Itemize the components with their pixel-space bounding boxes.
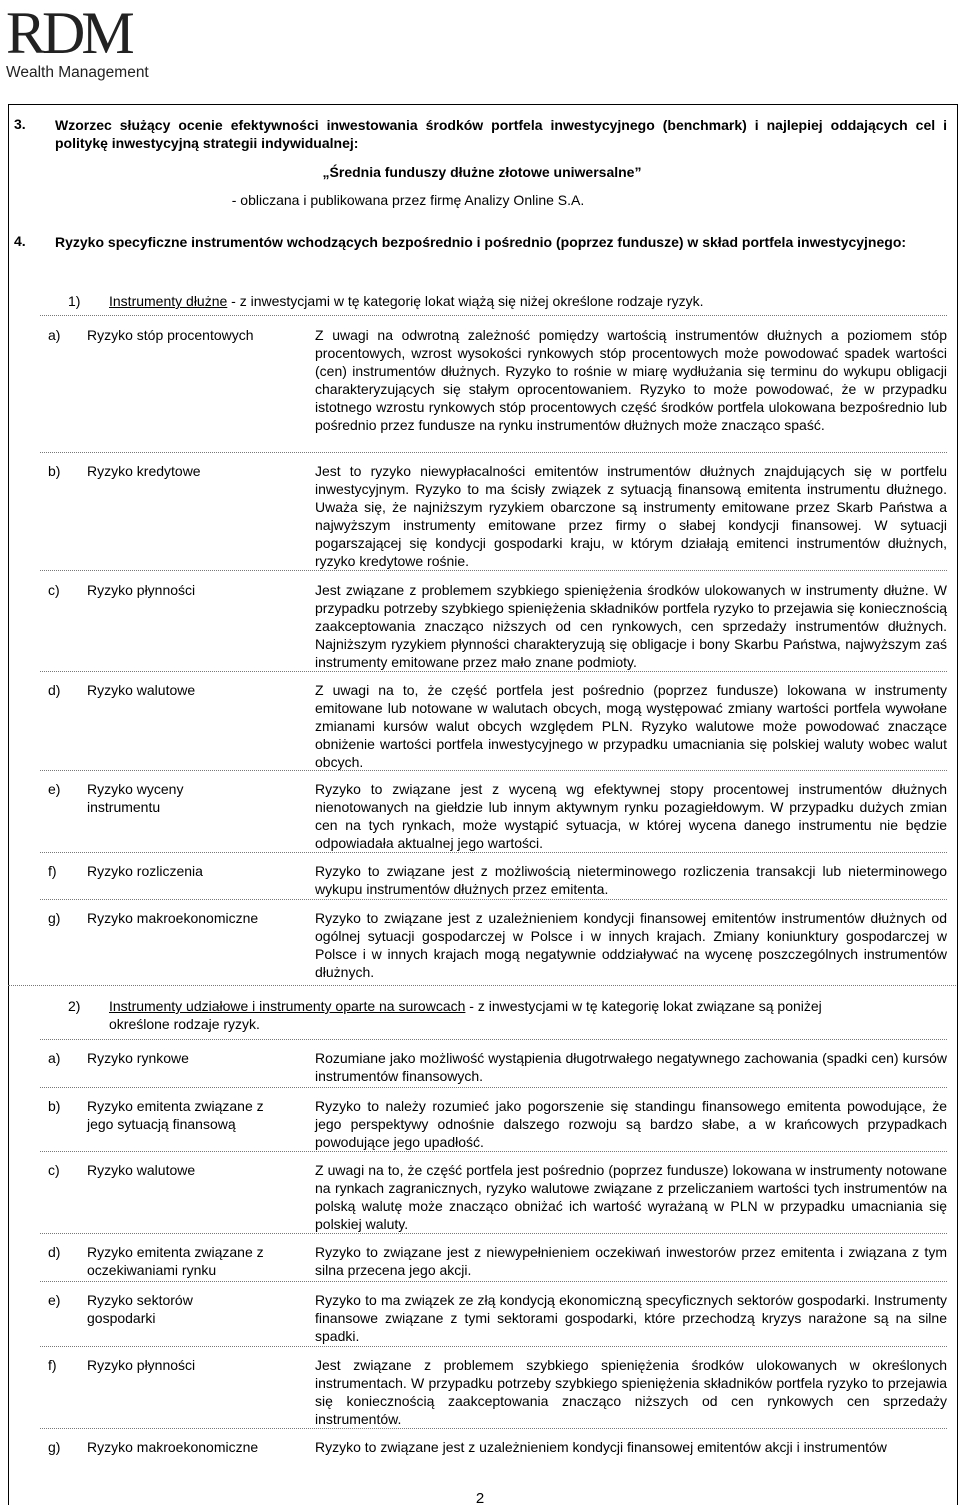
- group-1-number: 1): [68, 293, 81, 309]
- risk-letter: f): [48, 1357, 57, 1373]
- risk-name: Ryzyko rynkowe: [87, 1050, 189, 1066]
- benchmark-name: „Średnia funduszy dłużne złotowe uniwersalne”: [322, 164, 642, 180]
- risk-letter: d): [48, 1244, 61, 1260]
- group-1-title: Instrumenty dłużne: [109, 293, 228, 309]
- divider: [40, 1151, 947, 1152]
- risk-description: Z uwagi na to, że część portfela jest pośrednio (poprzez fundusze) lokowana w instrumenty emitowane lub notowane w walutach obcych, mogą występować zmiany wartości portfela wywołane zmianami kursów walut obcych względem PLN. Ryzyko walutowe może powodować znaczące obniżenie wartości portfela inwestycyjnego w przypadku umacniania się polskiej waluty wobec walut obcych.: [315, 682, 947, 770]
- group-1-rest: - z inwestycjami w tę kategorię lokat wiążą się niżej określone rodzaje ryzyk.: [227, 293, 704, 309]
- risk-name: Ryzyko stóp procentowych: [87, 327, 254, 343]
- risk-description: Ryzyko to związane jest z niewypełnieniem oczekiwań inwestorów przez emitenta i związana z tym silna przecena jego akcji.: [315, 1244, 947, 1278]
- divider: [40, 770, 947, 771]
- risk-description: Jest związane z problemem szybkiego spieniężenia środków ulokowanych w określonych instrumentach. W przypadku potrzeby szybkiego spieniężenia składników portfela ryzyko to przejawia się koniecznością zaakceptowania znacząco niższych od cen rynkowych cen sprzedaży instrumentów.: [315, 1357, 947, 1427]
- risk-description: Ryzyko to związane jest z wyceną wg efektywnej stopy procentowej instrumentów dłużnych nienotowanych na giełdzie lub innym aktywnym rynku pozagiełdowym. W przypadku dużych zmian cen na tych rynkach, może wystąpić sytuacja, w której wycena danego instrumentu nie będzie odpowiadała aktualnej jego wartości.: [315, 781, 947, 851]
- divider: [40, 852, 947, 853]
- risk-name: Ryzyko emitenta związane z jego sytuacją finansową: [87, 1098, 264, 1132]
- section-3-number: 3.: [14, 116, 26, 132]
- divider: [40, 671, 947, 672]
- risk-description: Ryzyko to związane jest z możliwością nieterminowego rozliczenia transakcji lub nieterminowego wykupu instrumentów dłużnych przez emitenta.: [315, 863, 947, 897]
- risk-name: Ryzyko kredytowe: [87, 463, 201, 479]
- divider: [40, 899, 947, 900]
- divider: [40, 1281, 947, 1282]
- divider: [8, 985, 956, 986]
- risk-letter: e): [48, 781, 61, 797]
- divider: [40, 1233, 947, 1234]
- divider: [40, 315, 947, 316]
- risk-description: Ryzyko to ma związek ze złą kondycją ekonomiczną specyficznych sektorów gospodarki. Instrumenty finansowe związane z tymi sektorami gospodarki, które przechodzą kryzys narażone są na silne spadki.: [315, 1292, 947, 1344]
- group-2-title: Instrumenty udziałowe i instrumenty oparte na surowcach: [109, 998, 466, 1014]
- risk-description: Rozumiane jako możliwość wystąpienia długotrwałego negatywnego zachowania (spadki cen) kursów instrumentów finansowych.: [315, 1050, 947, 1084]
- risk-name: Ryzyko płynności: [87, 582, 196, 598]
- risk-name: Ryzyko emitenta związane z oczekiwaniami rynku: [87, 1244, 264, 1278]
- risk-name: Ryzyko makroekonomiczne: [87, 910, 259, 926]
- group-2-number: 2): [68, 998, 81, 1014]
- logo-subtitle: Wealth Management: [6, 64, 149, 81]
- logo-mark: RDM: [6, 0, 131, 66]
- risk-description: Ryzyko to związane jest z uzależnieniem kondycji finansowej emitentów akcji i instrumentów: [315, 1439, 887, 1455]
- section-4-heading: Ryzyko specyficzne instrumentów wchodzących bezpośrednio i pośrednio (poprzez fundusze) w skład portfela inwestycyjnego:: [55, 234, 907, 250]
- risk-letter: a): [48, 327, 61, 343]
- group-2-line-2: określone rodzaje ryzyk.: [109, 1016, 260, 1032]
- risk-description: Jest związane z problemem szybkiego spieniężenia środków ulokowanych w instrumenty dłużne. W przypadku potrzeby szybkiego spieniężenia składników portfela ryzyko to przejawia się koniecznością zaakceptowania znacząco niższych od cen rynkowych, cen sprzedaży instrumentów dłużnych. Najniższym ryzykiem płynności charakteryzują się obligacje i bony Skarbu Państwa, najwyższym zaś instrumenty emitowane przez mało znane podmioty.: [315, 582, 947, 670]
- section-3-heading: Wzorzec służący ocenie efektywności inwestowania środków portfela inwestycyjnego (benchmark) i najlepiej oddających cel i politykę inwestycyjną strategii indywidualnej:: [55, 117, 947, 151]
- page-number: 2: [475, 1490, 485, 1507]
- risk-name: Ryzyko sektorów gospodarki: [87, 1292, 193, 1326]
- risk-description: Ryzyko to należy rozumieć jako pogorszenie się standingu finansowego emitenta powodujące, że jego perspektywy odnośnie dalszego rozwoju są bardzo słabe, a w krańcowych przypadkach powodujące jego upadłość.: [315, 1098, 947, 1150]
- risk-letter: g): [48, 910, 61, 926]
- risk-letter: f): [48, 863, 57, 879]
- risk-name: Ryzyko rozliczenia: [87, 863, 203, 879]
- divider: [40, 452, 947, 453]
- risk-name: Ryzyko walutowe: [87, 682, 196, 698]
- risk-letter: b): [48, 1098, 61, 1114]
- risk-name: Ryzyko makroekonomiczne: [87, 1439, 259, 1455]
- risk-letter: g): [48, 1439, 61, 1455]
- risk-name: Ryzyko płynności: [87, 1357, 196, 1373]
- risk-description: Jest to ryzyko niewypłacalności emitentów instrumentów dłużnych znajdujących się w portfelu inwestycyjnym. Ryzyko to ma ścisły związek z sytuacją finansową emitenta instrumentu dłużnego. Uważa się, że najniższym ryzykiem obarczone są instrumenty emitowane przez Skarb Państwa a najwyższym instrumenty emitowane przez firmy o słabej kondycji finansowej. W sytuacji pogarszającej się kondycji gospodarki kraju, w którym działają emitenci instrumentów dłużnych, ryzyko kredytowe rośnie.: [315, 463, 947, 569]
- risk-name: Ryzyko walutowe: [87, 1162, 196, 1178]
- company-logo: [6, 2, 176, 82]
- risk-letter: c): [48, 1162, 60, 1178]
- divider: [40, 1346, 947, 1347]
- risk-letter: c): [48, 582, 60, 598]
- risk-description: Z uwagi na odwrotną zależność pomiędzy wartością instrumentów dłużnych a poziomem stóp procentowych, wzrost wysokości rynkowych stóp procentowych może powodować spadek wartości (cen) instrumentów dłużnych. Ryzyko to rośnie w miarę wydłużania się terminu do wykupu obligacji charakteryzujących się stałym oprocentowaniem. Ryzyko to może powodować, że w przypadku istotnego wzrostu rynkowych stóp procentowych część środków portfela ulokowana bezpośrednio lub pośrednio przez fundusze na rynku instrumentów dłużnych może znacząco spaść.: [315, 327, 947, 433]
- divider: [40, 570, 947, 571]
- risk-letter: b): [48, 463, 61, 479]
- risk-name: Ryzyko wyceny instrumentu: [87, 781, 184, 815]
- group-1-line: [109, 292, 949, 310]
- benchmark-note: - obliczana i publikowana przez firmę Analizy Online S.A.: [231, 192, 585, 208]
- section-4-number: 4.: [14, 233, 26, 249]
- group-2-rest: - z inwestycjami w tę kategorię lokat związane są poniżej: [465, 998, 822, 1014]
- group-2-line: [109, 997, 949, 1015]
- divider: [40, 1428, 947, 1429]
- risk-letter: a): [48, 1050, 61, 1066]
- risk-letter: e): [48, 1292, 61, 1308]
- divider: [40, 1039, 947, 1040]
- risk-description: Ryzyko to związane jest z uzależnieniem kondycji finansowej emitentów instrumentów dłużnych od ogólnej sytuacji gospodarczej w Polsce i w innych krajach. Zmiany koniunktury gospodarczej w Polsce i w innych krajach mogą negatywnie oddziaływać na wycenę poszczególnych instrumentów dłużnych.: [315, 910, 947, 980]
- risk-description: Z uwagi na to, że część portfela jest pośrednio (poprzez fundusze) lokowana w instrumenty notowane na rynkach zagranicznych, ryzyko walutowe związane z przeliczaniem wartości tych instrumentów na polską walutę może znacząco obniżać ich wartość wyrażaną w PLN w przypadku umacniania się polskiej waluty.: [315, 1162, 947, 1232]
- risk-letter: d): [48, 682, 61, 698]
- divider: [40, 1087, 947, 1088]
